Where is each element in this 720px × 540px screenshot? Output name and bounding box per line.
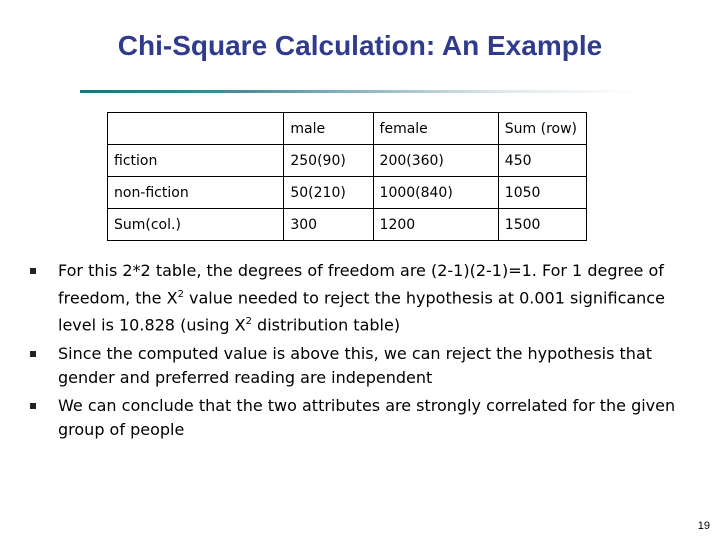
bullet-text-part: For this 2*2 table, the degrees of freedom are (2-1)(2-1)=1. For 1 degree of freedom, the X xyxy=(58,261,664,308)
header-cell-male: male xyxy=(284,113,373,145)
table-cell: 200(360) xyxy=(373,145,498,177)
table-cell: non-fiction xyxy=(108,177,284,209)
table-row xyxy=(108,145,587,177)
table-cell: 1050 xyxy=(498,177,586,209)
bullet-text-part: distribution table) xyxy=(251,315,401,335)
table-header-row xyxy=(108,113,587,145)
bullet-item xyxy=(30,259,680,338)
table-cell: Sum(col.) xyxy=(108,209,284,241)
bullet-list xyxy=(30,259,680,446)
header-cell-female: female xyxy=(373,113,498,145)
table-cell: 1500 xyxy=(498,209,586,241)
table-row xyxy=(108,209,587,241)
bullet-item xyxy=(30,394,680,442)
header-cell-empty xyxy=(108,113,284,145)
table-cell: 250(90) xyxy=(284,145,373,177)
table-cell: 50(210) xyxy=(284,177,373,209)
table-cell: 450 xyxy=(498,145,586,177)
bullet-marker-icon xyxy=(30,351,36,357)
table-cell: 1000(840) xyxy=(373,177,498,209)
superscript: 2 xyxy=(177,289,184,300)
slide-title: Chi-Square Calculation: An Example xyxy=(117,30,603,61)
bullet-marker-icon xyxy=(30,403,36,409)
page-number: 19 xyxy=(697,520,710,532)
table-cell: 300 xyxy=(284,209,373,241)
contingency-table xyxy=(107,112,587,241)
bullet-text: We can conclude that the two attributes are strongly correlated for the given group of people xyxy=(58,395,676,439)
bullet-marker-icon xyxy=(30,268,36,274)
table-row xyxy=(108,177,587,209)
superscript: 2 xyxy=(245,316,252,328)
table-cell: 1200 xyxy=(373,209,498,241)
title-underline xyxy=(80,90,640,93)
table-cell: fiction xyxy=(108,145,284,177)
bullet-item xyxy=(30,342,680,390)
header-cell-sum-row: Sum (row) xyxy=(498,113,586,145)
bullet-text: Since the computed value is above this, we can reject the hypothesis that gender and preferred reading are independent xyxy=(58,343,653,387)
bullet-text-part: value needed to reject the hypothesis at 0.001 significance level is 10.828 (using X xyxy=(58,288,665,335)
